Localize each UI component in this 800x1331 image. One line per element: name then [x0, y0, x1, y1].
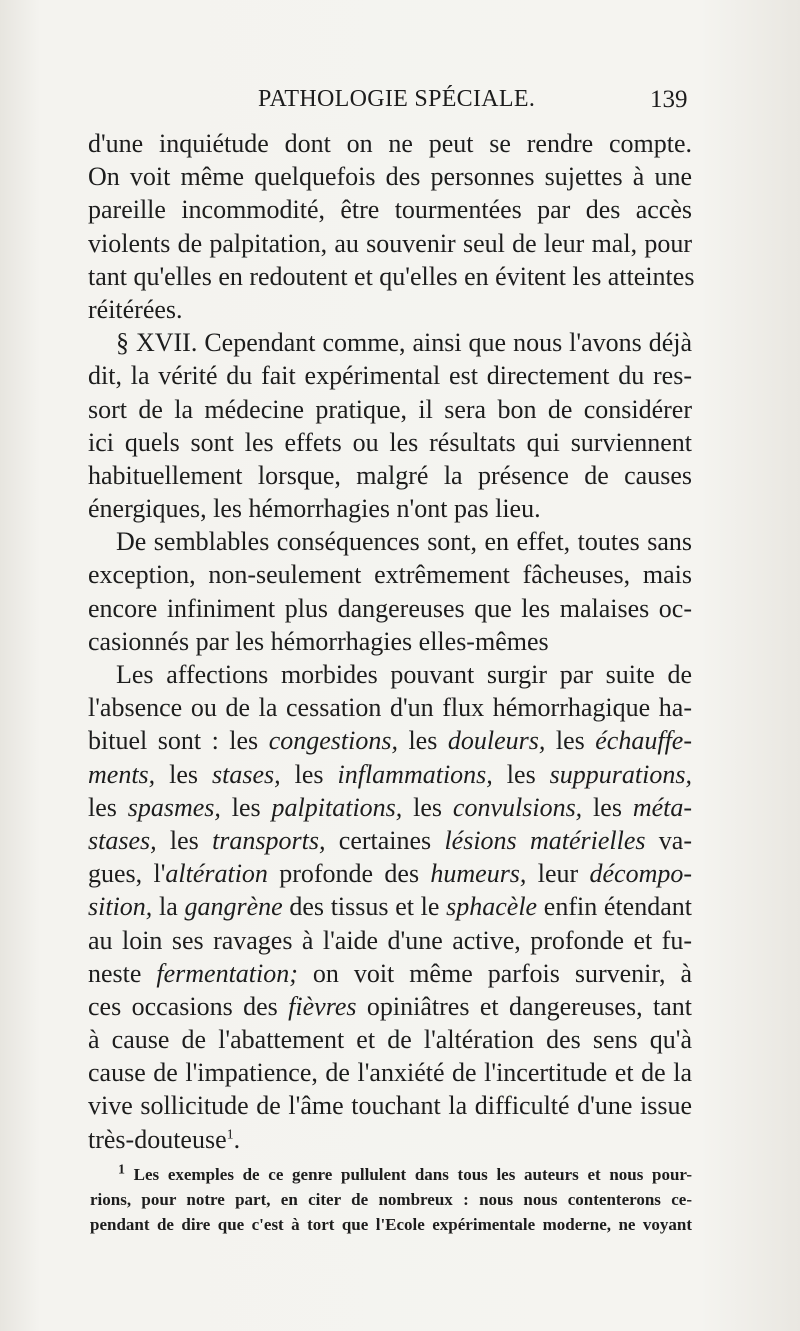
text-line: habituellement lorsque, malgré la présence de causes: [88, 460, 692, 490]
text-line: neste fermentation; on voit même parfois survenir, à: [88, 958, 692, 988]
footnote-line: pendant de dire que c'est à tort que l'Ecole expérimentale moderne, ne voyant: [90, 1215, 692, 1234]
footnote-line: $^1$ Les exemples de ce genre pullulent dans tous les auteurs et nous pour-: [118, 1162, 692, 1184]
text-line: à cause de l'abattement et de l'altération des sens qu'à: [88, 1025, 692, 1055]
text-line: très-douteuse$^1$.: [88, 1124, 241, 1154]
text-line: cause de l'impatience, de l'anxiété de l'incertitude et de la: [88, 1058, 692, 1088]
text-line: tant qu'elles en redoutent et qu'elles en évitent les atteintes: [88, 261, 695, 291]
text-line: violents de palpitation, au souvenir seul de leur mal, pour: [88, 228, 692, 258]
footnote-line: rions, pour notre part, en citer de nombreux : nous nous contenterons ce-: [90, 1190, 692, 1209]
body-text: [88, 127, 695, 1156]
footnote-marker: 1: [118, 1162, 125, 1178]
running-title: PATHOLOGIE SPÉCIALE.: [258, 86, 536, 112]
text-line: les spasmes, les palpitations, les convulsions, les méta-: [88, 792, 693, 822]
text-line: sort de la médecine pratique, il sera bon de considérer: [88, 394, 692, 424]
page-header: [0, 86, 800, 120]
text-line: réitérées.: [88, 294, 183, 324]
text-line: De semblables conséquences sont, en effet, toutes sans: [116, 527, 692, 557]
text-line: vive sollicitude de l'âme touchant la difficulté d'une issue: [88, 1091, 692, 1121]
text-line: au loin ses ravages à l'aide d'une active, profonde et fu-: [88, 925, 692, 955]
text-line: énergiques, les hémorrhagies n'ont pas lieu.: [88, 494, 541, 524]
text-line: ments, les stases, les inflammations, les suppurations,: [88, 759, 692, 789]
text-line: gues, l'altération profonde des humeurs, leur décompo-: [88, 859, 692, 889]
text-line: pareille incommodité, être tourmentées par des accès: [88, 195, 692, 225]
text-line: bituel sont : les congestions, les douleurs, les échauffe-: [88, 726, 692, 756]
text-line: casionnés par les hémorrhagies elles-mêmes: [88, 626, 549, 656]
text-line: d'une inquiétude dont on ne peut se rendre compte.: [88, 129, 692, 158]
text-line: exception, non-seulement extrêmement fâcheuses, mais: [88, 560, 692, 590]
text-line: stases, les transports, certaines lésions matérielles va-: [88, 825, 692, 855]
text-line: Les affections morbides pouvant surgir par suite de: [116, 660, 692, 689]
footnote: [90, 1162, 692, 1237]
page-number: 139: [650, 86, 688, 113]
text-line: dit, la vérité du fait expérimental est directement du res-: [88, 361, 692, 391]
section-heading-line: § XVII. Cependant comme, ainsi que nous l'avons déjà: [116, 328, 692, 358]
text-line: ces occasions des fièvres opiniâtres et dangereuses, tant: [88, 991, 692, 1021]
text-line: sition, la gangrène des tissus et le sphacèle enfin étendant: [88, 892, 692, 922]
footnote-reference: 1: [226, 1126, 234, 1142]
text-line: encore infiniment plus dangereuses que les malaises oc-: [88, 593, 692, 623]
text-line: ici quels sont les effets ou les résultats qui surviennent: [88, 427, 692, 457]
text-line: l'absence ou de la cessation d'un flux hémorrhagique ha-: [88, 693, 692, 723]
text-line: On voit même quelquefois des personnes sujettes à une: [88, 162, 692, 192]
